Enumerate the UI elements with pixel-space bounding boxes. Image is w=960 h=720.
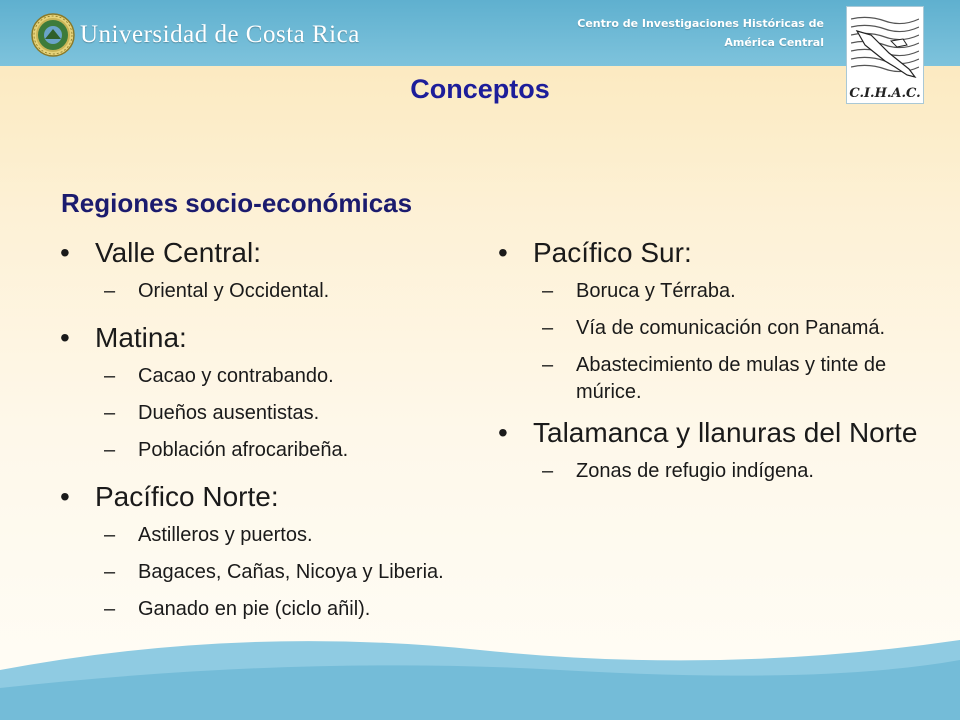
sub-item-text: Abastecimiento de mulas y tinte de múrice. [576,354,887,403]
dash-icon: – [104,524,116,546]
bullet-icon: • [498,237,508,268]
sub-item-text: Astilleros y puertos. [138,524,313,546]
bullet-icon: • [60,481,70,512]
sub-item-text: Bagaces, Cañas, Nicoya y Liberia. [138,561,444,583]
bullet-icon: • [498,417,508,448]
research-center-line-1: Centro de Investigaciones Históricas de [577,17,824,30]
sub-item-text: Vía de comunicación con Panamá. [576,317,886,339]
right-column [498,236,918,495]
left-column [60,236,465,633]
dash-icon: – [104,365,116,387]
sub-item [60,559,465,586]
sub-item [60,400,465,427]
sub-item-text: Cacao y contrabando. [138,365,334,387]
university-name: Universidad de Costa Rica [80,21,360,48]
sub-item [498,352,918,406]
dash-icon: – [542,317,554,339]
bullet-icon: • [60,322,70,353]
dash-icon: – [104,402,116,424]
dash-icon: – [542,280,554,302]
dash-icon: – [542,460,554,482]
header-bar [0,0,960,66]
sub-item [60,278,465,305]
dash-icon: – [104,561,116,583]
bullet-heading [60,236,465,270]
slide-subtitle: Regiones socio-económicas [61,188,413,218]
sub-item-text: Población afrocaribeña. [138,439,349,461]
cihac-map-icon [851,11,919,81]
sub-item-text: Ganado en pie (ciclo añil). [138,598,371,620]
bullet-heading [498,416,918,450]
dash-icon: – [542,354,554,376]
research-center-line-2: América Central [724,36,824,49]
sub-item [498,315,918,342]
sub-item [498,458,918,485]
university-seal-icon [31,13,75,57]
sub-item-text: Oriental y Occidental. [138,280,330,302]
bullet-heading [60,480,465,514]
bullet-heading-text: Valle Central: [95,237,262,268]
footer-wave [0,600,960,720]
research-center-name [494,14,824,52]
dash-icon: – [104,439,116,461]
bullet-heading-text: Talamanca y llanuras del Norte [533,417,918,448]
bullet-heading [498,236,918,270]
cihac-label: C.I.H.A.C. [849,86,921,101]
sub-item-text: Zonas de refugio indígena. [576,460,814,482]
sub-item [60,437,465,464]
sub-item [60,522,465,549]
slide-title: Conceptos [410,74,550,104]
bullet-icon: • [60,237,70,268]
sub-item-text: Dueños ausentistas. [138,402,320,424]
dash-icon: – [104,598,116,620]
dash-icon: – [104,280,116,302]
bullet-heading-text: Matina: [95,322,187,353]
bullet-heading-text: Pacífico Norte: [95,481,279,512]
sub-item [60,363,465,390]
bullet-heading-text: Pacífico Sur: [533,237,692,268]
sub-item [498,278,918,305]
bullet-heading [60,321,465,355]
sub-item-text: Boruca y Térraba. [576,280,736,302]
